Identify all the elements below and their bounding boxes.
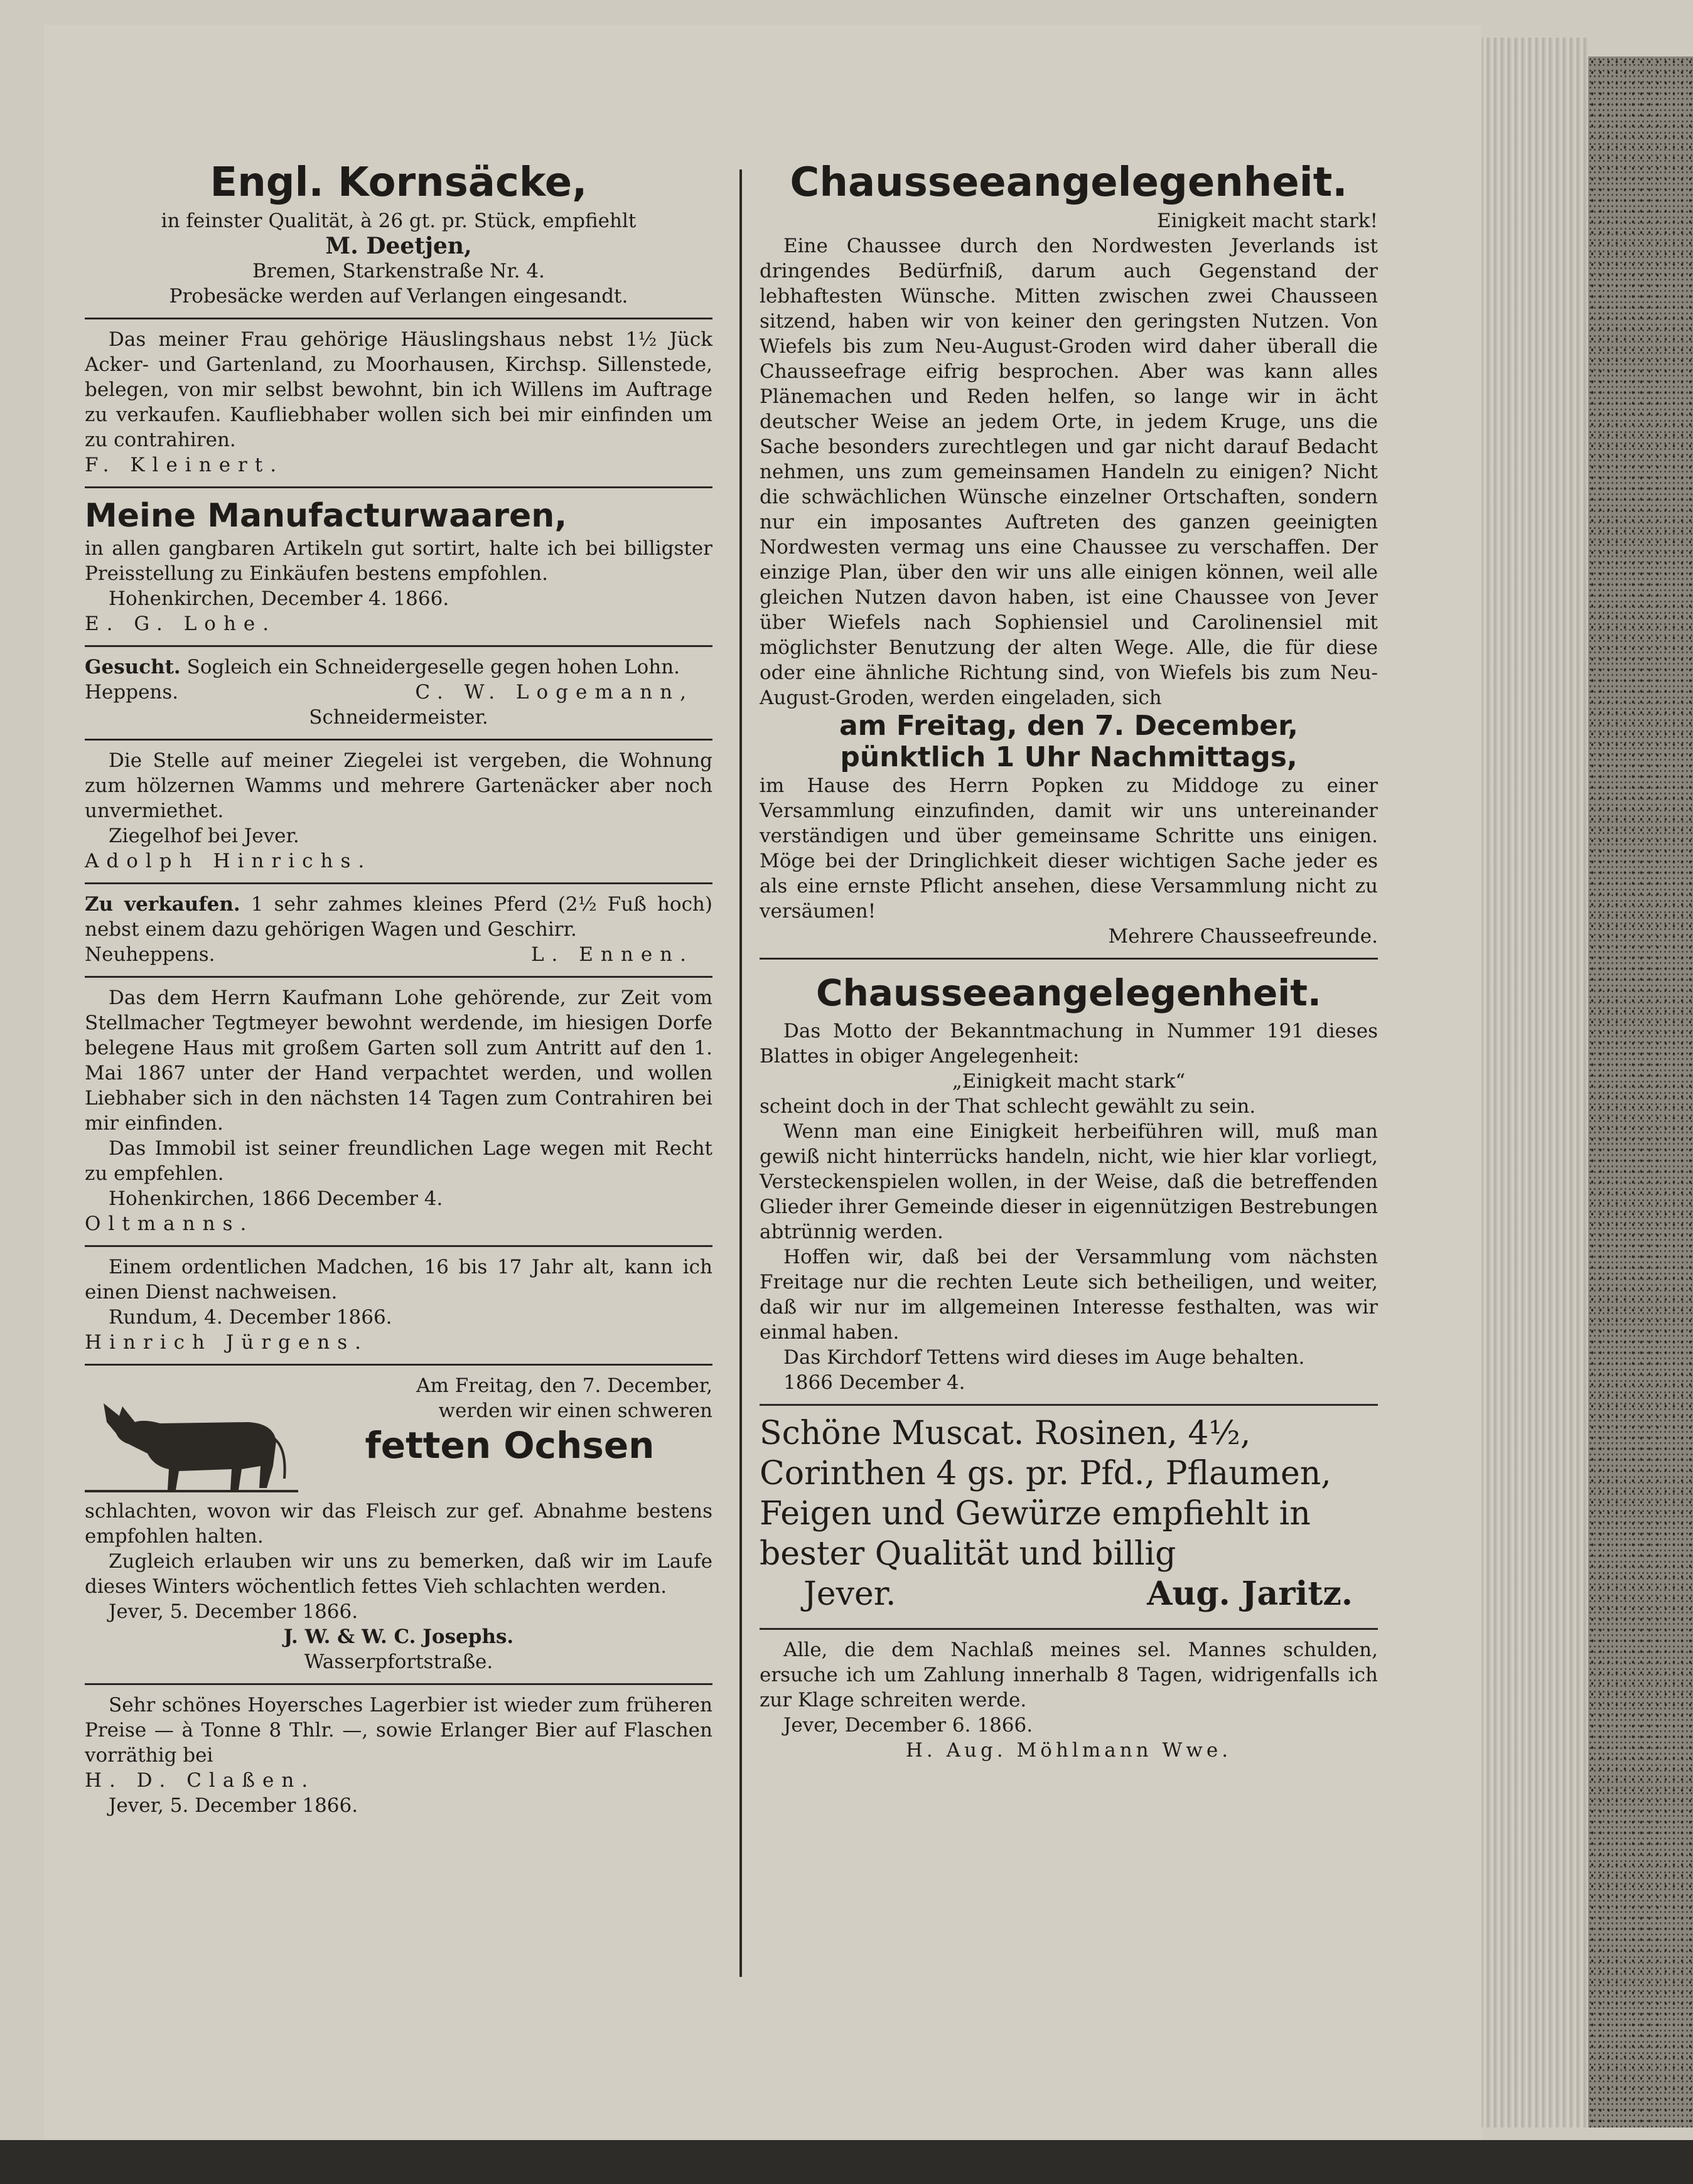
ad-ox-block [85, 1373, 712, 1499]
left-column [85, 151, 712, 1826]
ad-text: Einem ordentlichen Madchen, 16 bis 17 Jahr alt, kann ich einen Dienst nachweisen. [85, 1256, 712, 1303]
ad-separator [85, 645, 712, 647]
ad-haeuslingshaus [85, 321, 712, 485]
ad-advertiser: M. Deetjen, [325, 233, 472, 259]
ad-signature: J. W. & W. C. Josephs. [283, 1625, 514, 1648]
ad-text: Das dem Herrn Kaufmann Lohe gehörende, zur Zeit vom Stellmacher Tegtmeyer bewohnt werdende, im hiesigen Dorfe belegene Haus mit großem Garten soll zum Antritt auf den 1. Mai 1867 unter der Hand verpachtet werden, und wollen Liebhaber sich in den nächsten 14 Tagen zum Contrahiren bei mir einfinden. [85, 987, 712, 1135]
ad-signature: E. G. Lohe. [85, 613, 277, 635]
ad-rosinen [760, 1407, 1378, 1627]
ad-lagerbier [85, 1686, 712, 1826]
ad-place-date: Jever, 5. December 1866. [109, 1600, 358, 1623]
ad-date: 1866 December 4. [783, 1371, 965, 1394]
ad-separator [85, 739, 712, 741]
ad-text: Wenn man eine Einigkeit herbeiführen will, muß man gewiß nicht hinterrücks handeln, nicht, wie hier klar vorliegt, Versteckenspielen wollen, in der Weise, daß die betreffenden Glieder ihrer Gemeinde dieser in eigennützigen Bestrebungen abtrünnig werden. [760, 1120, 1378, 1243]
ad-place-date: Jever, 5. December 1866. [109, 1794, 358, 1817]
book-fore-edge [1481, 38, 1588, 2128]
scan-bottom-margin [0, 2140, 1693, 2184]
ad-date-line: am Freitag, den 7. December, [839, 710, 1299, 742]
ad-separator [85, 1245, 712, 1247]
ad-signature: H. Aug. Möhlmann Wwe. [905, 1739, 1232, 1762]
ad-signature: C. W. Logemann, [415, 681, 694, 704]
ad-ziegelei [85, 742, 712, 881]
ad-separator [85, 1683, 712, 1685]
ad-note: Probesäcke werden auf Verlangen eingesandt. [169, 285, 628, 308]
ad-place-date: Hohenkirchen, December 4. 1866. [109, 587, 449, 610]
ad-text: 1 sehr zahmes kleines Pferd (2½ Fuß hoch) nebst einem dazu gehörigen Wagen und Geschirr. [85, 893, 712, 941]
ad-place: Ziegelhof bei Jever. [109, 825, 299, 847]
ad-text: Am Freitag, den 7. December, [416, 1374, 712, 1397]
ad-nachlass [760, 1631, 1378, 1770]
ad-address: Bremen, Starkenstraße Nr. 4. [252, 260, 545, 282]
ad-time-line: pünktlich 1 Uhr Nachmittags, [840, 741, 1298, 773]
ad-separator [760, 1404, 1378, 1406]
ad-ochsen [85, 1367, 712, 1682]
ad-separator [760, 958, 1378, 960]
ad-text: werden wir einen schweren [438, 1400, 712, 1422]
ad-text: in allen gangbaren Artikeln gut sortirt, halte ich bei billigster Preisstellung zu Einkäufen bestens empfohlen. [85, 537, 712, 585]
ad-chaussee-1 [760, 151, 1378, 956]
ad-motto: Einigkeit macht stark! [1156, 210, 1378, 232]
ad-title: Meine Manufacturwaaren, [85, 497, 567, 535]
ad-text: Feigen und Gewürze empfiehlt in [760, 1495, 1311, 1533]
ad-signature: L. Ennen. [530, 943, 694, 966]
ad-separator [85, 486, 712, 488]
ad-place: Heppens. [85, 681, 179, 704]
ad-place-date: Jever, December 6. 1866. [783, 1714, 1033, 1737]
ad-title: Chausseeangelegenheit. [816, 972, 1321, 1014]
ad-lead: Zu verkaufen. [85, 893, 240, 916]
ad-manufacturwaaren [85, 490, 712, 644]
ad-text: im Hause des Herrn Popken zu Middoge zu einer Versammlung einzufinden, damit wir uns untereinander verständigen und über gemeinsame Schritte uns einigen. Möge bei der Dringlichkeit dieser wichtigen Sache jeder es als eine ernste Pflicht ansehen, diese Versammlung nicht zu versäumen! [760, 774, 1378, 923]
ad-dienst [85, 1248, 712, 1362]
ad-text: Schöne Muscat. Rosinen, 4½, [760, 1415, 1251, 1452]
ad-text: Das Kirchdorf Tettens wird dieses im Auge behalten. [783, 1346, 1305, 1369]
ad-text: Sehr schönes Hoyersches Lagerbier ist wieder zum früheren Preise — à Tonne 8 Thlr. —, sowie Erlanger Bier auf Flaschen vorräthig bei [85, 1694, 712, 1767]
ad-signature: F. Kleinert. [85, 454, 284, 476]
ad-text: Sogleich ein Schneidergeselle gegen hohen Lohn. [186, 656, 680, 678]
ad-separator [760, 1628, 1378, 1630]
ad-text: schlachten, wovon wir das Fleisch zur gef. Abnahme bestens empfohlen halten. [85, 1500, 712, 1548]
ad-signature: Mehrere Chausseefreunde. [1108, 925, 1378, 948]
ad-text: Die Stelle auf meiner Ziegelei ist vergeben, die Wohnung zum hölzernen Wamms und mehrere Gartenäcker aber noch unvermiethet. [85, 749, 712, 822]
ad-place: Neuheppens. [85, 943, 215, 966]
speckled-edge [1588, 56, 1693, 2128]
ad-kornsaecke [85, 151, 712, 316]
ad-chaussee-2 [760, 961, 1378, 1403]
ad-pferd [85, 886, 712, 975]
ad-headline: fetten Ochsen [365, 1424, 655, 1467]
column-divider [739, 169, 742, 1977]
ad-text: Das Motto der Bekanntmachung in Nummer 191 dieses Blattes in obiger Angelegenheit: [760, 1020, 1378, 1068]
ad-text: scheint doch in der That schlecht gewählt zu sein. [760, 1095, 1256, 1118]
ad-place-date: Hohenkirchen, 1866 December 4. [109, 1187, 443, 1210]
ad-separator [85, 882, 712, 884]
ad-gesucht [85, 648, 712, 737]
ad-separator [85, 1364, 712, 1366]
ad-text: bester Qualität und billig [760, 1535, 1176, 1573]
right-column [760, 151, 1378, 1770]
ad-text: Zugleich erlauben wir uns zu bemerken, daß wir im Laufe dieses Winters wöchentlich fettes Vieh schlachten werden. [85, 1550, 712, 1598]
ad-text: Hoffen wir, daß bei der Versammlung vom nächsten Freitage nur die rechten Leute sich betheiligen, und weiter, daß wir nur im allgemeinen Interesse festhalten, was wir einmal haben. [760, 1246, 1378, 1344]
ad-separator [85, 318, 712, 319]
ad-text: Das Immobil ist seiner freundlichen Lage wegen mit Recht zu empfehlen. [85, 1137, 712, 1185]
ad-signature: H. D. Claßen. [85, 1769, 316, 1792]
ad-quote: „Einigkeit macht stark“ [952, 1070, 1186, 1093]
ad-signature: Hinrich Jürgens. [85, 1331, 368, 1354]
ad-separator [85, 976, 712, 978]
ad-trade: Schneidermeister. [309, 706, 488, 729]
ox-illustration-icon [85, 1378, 298, 1497]
ad-text: Das meiner Frau gehörige Häuslingshaus nebst 1½ Jück Acker- und Gartenland, zu Moorhausen, Kirchsp. Sillenstede, belegen, von mir selbst bewohnt, bin ich Willens im Auftrage zu verkaufen. Kaufliebhaber wollen sich bei mir einfinden um zu contrahiren. [85, 328, 712, 451]
ad-signature: Adolph Hinrichs. [85, 850, 372, 872]
ad-street: Wasserpfortstraße. [304, 1651, 493, 1673]
ad-haus-verpachtung [85, 979, 712, 1244]
ad-text: Corinthen 4 gs. pr. Pfd., Pflaumen, [760, 1455, 1331, 1492]
ad-lead: Gesucht. [85, 656, 181, 678]
ad-place-date: Rundum, 4. December 1866. [109, 1306, 392, 1329]
ad-text: Eine Chaussee durch den Nordwesten Jeverlands ist dringendes Bedürfniß, darum auch Gegenstand der lebhaftesten Wünsche. Mitten zwischen zwei Chausseen sitzend, haben wir von keiner den geringsten Nutzen. Von Wiefels bis zum Neu-August-Groden wird daher überall die Chausseefrage eifrig besprochen. Aber was kann alles Plänemachen und Reden helfen, so lange wir in ächt deutscher Weise an jedem Orte, in jedem Kruge, uns die Sache besonders zurechtlegen und gar nicht darauf Bedacht nehmen, uns zum gemeinsamen Handeln zu einigen? Nicht die schwächlichen Wünsche einzelner Ortschaften, sondern nur ein imposantes Auftreten des ganzen geeinigten Nordwesten vermag uns eine Chaussee zu verschaffen. Der einzige Plan, über den wir uns alle einigen können, weil alle gleichen Nutzen davon haben, ist eine Chaussee von Jever über Wiefels nach Sophiensiel und Carolinensiel mit möglichster Benutzung der alten Wege. Alle, die für diese oder eine ähnliche Richtung sind, von Wiefels bis zum Neu-August-Groden, werden eingeladen, sich [760, 235, 1378, 709]
ad-title: Engl. Kornsäcke, [210, 159, 588, 206]
ad-text: in feinster Qualität, à 26 gt. pr. Stück, empfiehlt [161, 210, 637, 232]
ad-signature: Aug. Jaritz. [1147, 1575, 1353, 1613]
ad-place: Jever. [804, 1575, 896, 1613]
ad-signature: Oltmanns. [85, 1212, 254, 1235]
ad-title: Chausseeangelegenheit. [790, 159, 1348, 206]
ad-text: Alle, die dem Nachlaß meines sel. Mannes schulden, ersuche ich um Zahlung innerhalb 8 Tagen, widrigenfalls ich zur Klage schreiten werde. [760, 1639, 1378, 1711]
